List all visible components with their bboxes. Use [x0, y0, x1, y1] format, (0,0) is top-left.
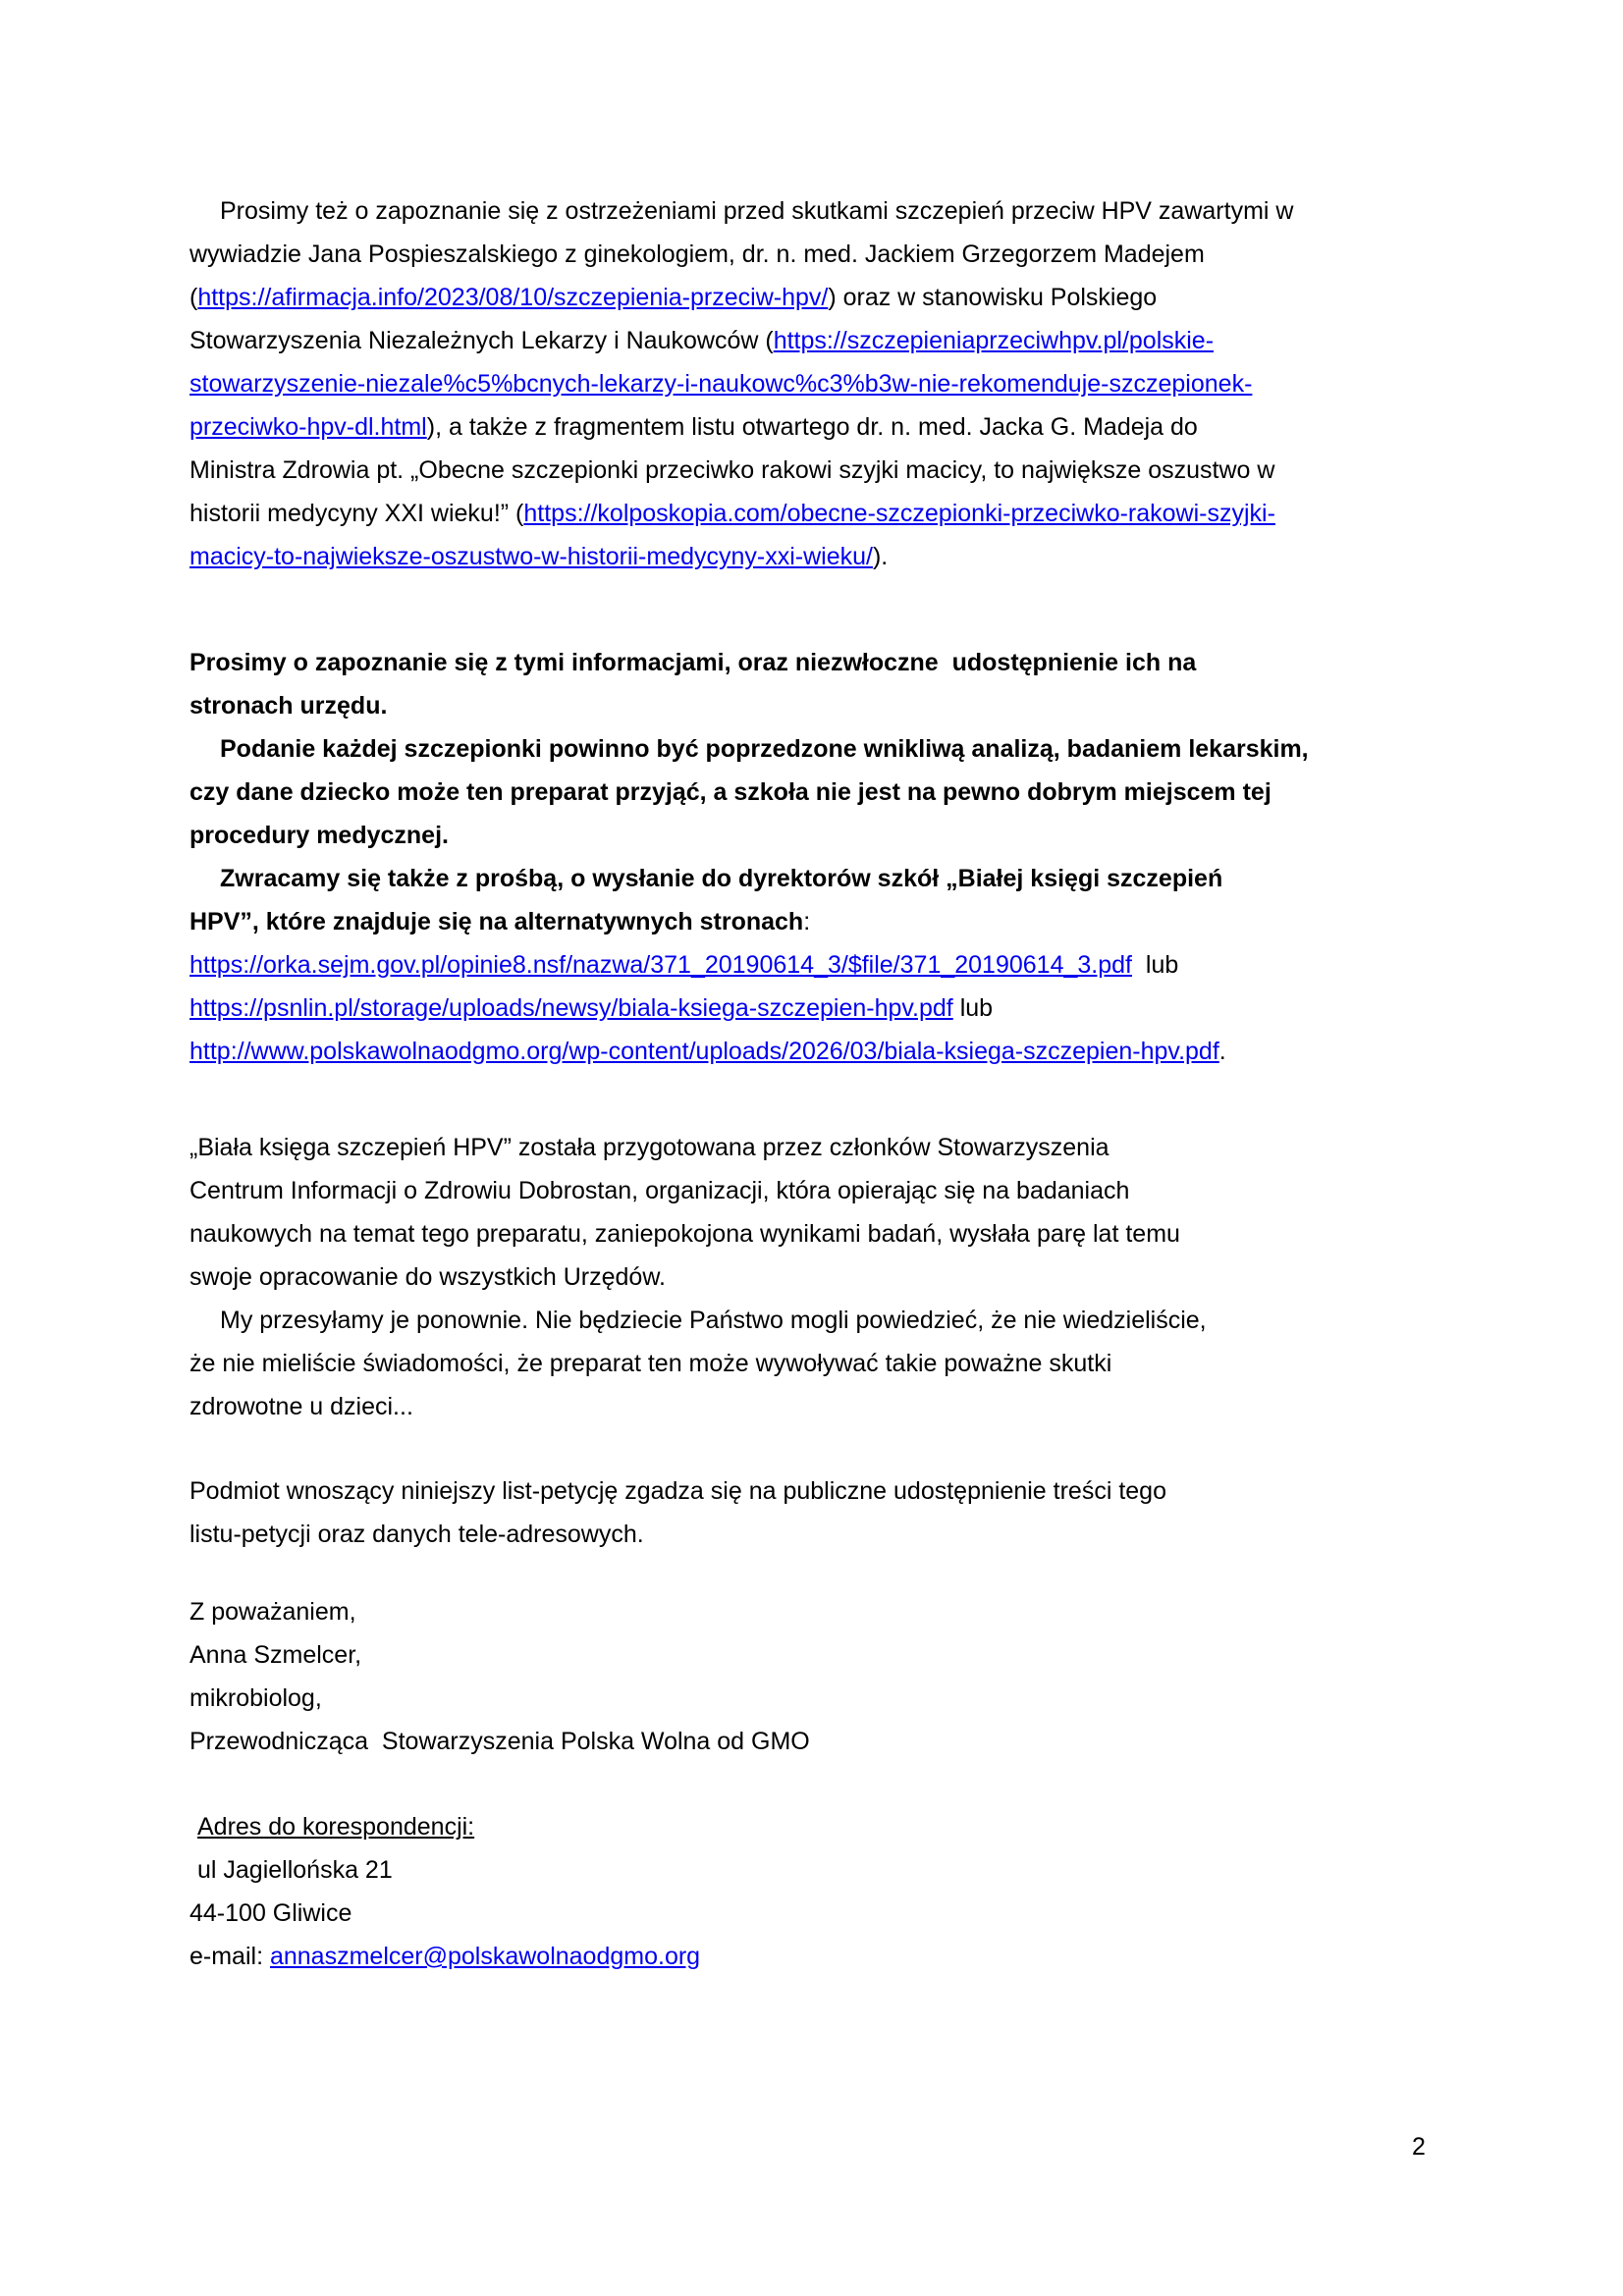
body-text: Prosimy też o zapoznanie się z ostrzeżeniami przed skutkami szczepień przeciw HPV zawartymi w — [220, 197, 1294, 225]
paragraph-alternative-links — [189, 943, 1456, 1073]
body-text: Zwracamy się także z prośbą, o wysłanie do dyrektorów szkół „Białej księgi szczepień — [220, 865, 1223, 892]
text-line — [189, 362, 1456, 405]
text-line — [189, 1469, 1456, 1513]
body-text: Podanie każdej szczepionki powinno być poprzedzone wnikliwą analizą, badaniem lekarskim, — [220, 735, 1309, 763]
body-text: ) oraz w stanowisku Polskiego — [828, 284, 1158, 311]
address-block — [189, 1805, 1456, 1978]
link-kolposkopia[interactable]: https://kolposkopia.com/obecne-szczepionki-przeciwko-rakowi-szyjki- — [523, 500, 1275, 527]
text-line — [189, 987, 1456, 1030]
link-szczepieniaprzeciwhpv[interactable]: stowarzyszenie-niezale%c5%bcnych-lekarzy-i-naukowc%c3%b3w-nie-rekomenduje-szczepionek- — [189, 370, 1253, 398]
text-line — [189, 943, 1456, 987]
page-number: 2 — [1412, 2133, 1426, 2161]
text-line — [189, 641, 1456, 684]
body-text: stronach urzędu. — [189, 692, 388, 720]
body-text: My przesyłamy je ponownie. Nie będziecie Państwo mogli powiedzieć, że nie wiedzieliście, — [220, 1307, 1207, 1334]
body-text: Ministra Zdrowia pt. „Obecne szczepionki przeciwko rakowi szyjki macicy, to największe oszustwo w — [189, 456, 1275, 484]
text-line — [189, 1030, 1456, 1073]
address-street: ul Jagiellońska 21 — [197, 1856, 393, 1884]
body-text: Prosimy o zapoznanie się z tymi informacjami, oraz niezwłoczne udostępnienie ich na — [189, 649, 1197, 676]
document-content — [189, 189, 1456, 1978]
text-line — [189, 1935, 1456, 1978]
body-text: Podmiot wnoszący niniejszy list-petycję zgadza się na publiczne udostępnienie treści tego — [189, 1477, 1166, 1505]
address-heading: Adres do korespondencji: — [197, 1813, 475, 1841]
text-line — [189, 449, 1456, 492]
text-line — [189, 771, 1456, 814]
text-line — [189, 684, 1456, 727]
signature-block — [189, 1590, 1456, 1763]
paragraph-warning — [189, 189, 1456, 578]
text-line — [189, 1805, 1456, 1848]
body-text: „Biała księga szczepień HPV” została przygotowana przez członków Stowarzyszenia — [189, 1134, 1109, 1161]
address-city: 44-100 Gliwice — [189, 1899, 352, 1927]
text-line — [189, 492, 1456, 535]
body-text: zdrowotne u dzieci... — [189, 1393, 413, 1420]
body-text: Centrum Informacji o Zdrowiu Dobrostan, organizacji, która opierając się na badaniach — [189, 1177, 1130, 1204]
signature-name: Anna Szmelcer, — [189, 1641, 362, 1669]
paragraph-consent — [189, 1469, 1456, 1556]
text-line — [189, 1342, 1456, 1385]
text-line — [189, 535, 1456, 578]
signature-profession: mikrobiolog, — [189, 1684, 322, 1712]
text-line — [189, 1126, 1456, 1169]
text-line — [189, 1513, 1456, 1556]
body-text: lub — [1132, 951, 1179, 979]
body-text: naukowych na temat tego preparatu, zaniepokojona wynikami badań, wysłała parę lat temu — [189, 1220, 1180, 1248]
text-line — [189, 1169, 1456, 1212]
link-kolposkopia[interactable]: macicy-to-najwieksze-oszustwo-w-historii-medycyny-xxi-wieku/ — [189, 543, 873, 570]
text-line — [189, 233, 1456, 276]
link-polskawolnaodgmo[interactable]: http://www.polskawolnaodgmo.org/wp-content/uploads/2026/03/biala-ksiega-szczepien-hpv.pdf — [189, 1038, 1219, 1065]
text-line — [189, 276, 1456, 319]
body-text: Stowarzyszenia Niezależnych Lekarzy i Naukowców ( — [189, 327, 774, 354]
paragraph-request-bold — [189, 641, 1456, 943]
text-line — [189, 1720, 1456, 1763]
body-text: . — [1218, 1038, 1226, 1065]
body-text: że nie mieliście świadomości, że preparat ten może wywoływać takie poważne skutki — [189, 1350, 1112, 1377]
body-text: wywiadzie Jana Pospieszalskiego z ginekologiem, dr. n. med. Jackiem Grzegorzem Madejem — [189, 240, 1205, 268]
text-line — [189, 1255, 1456, 1299]
text-line — [189, 189, 1456, 233]
body-text: ( — [189, 284, 198, 311]
body-text: historii medycyny XXI wieku!” ( — [189, 500, 524, 527]
body-text: czy dane dziecko może ten preparat przyjąć, a szkoła nie jest na pewno dobrym miejscem tej — [189, 778, 1271, 806]
text-line — [189, 727, 1456, 771]
body-text: ). — [872, 543, 889, 570]
body-text: lub — [952, 994, 994, 1022]
text-line — [189, 1677, 1456, 1720]
text-line — [189, 814, 1456, 857]
link-afirmacja[interactable]: https://afirmacja.info/2023/08/10/szczepienia-przeciw-hpv/ — [197, 284, 829, 311]
body-text: ), a także z fragmentem listu otwartego dr. n. med. Jacka G. Madeja do — [426, 413, 1198, 441]
text-line — [189, 900, 1456, 943]
text-line — [189, 1848, 1456, 1892]
link-szczepieniaprzeciwhpv[interactable]: przeciwko-hpv-dl.html — [189, 413, 427, 441]
body-text: HPV”, które znajduje się na alternatywnych stronach — [189, 908, 804, 935]
body-text: procedury medycznej. — [189, 822, 449, 849]
body-text: listu-petycji oraz danych tele-adresowych. — [189, 1521, 644, 1548]
signature-title: Przewodnicząca Stowarzyszenia Polska Wolna od GMO — [189, 1728, 810, 1755]
link-psnlin[interactable]: https://psnlin.pl/storage/uploads/newsy/biala-ksiega-szczepien-hpv.pdf — [189, 994, 953, 1022]
link-email[interactable]: annaszmelcer@polskawolnaodgmo.org — [269, 1943, 701, 1970]
text-line — [189, 1590, 1456, 1633]
text-line — [189, 1212, 1456, 1255]
link-orka-sejm[interactable]: https://orka.sejm.gov.pl/opinie8.nsf/nazwa/371_20190614_3/$file/371_20190614_3.pdf — [189, 951, 1132, 979]
text-line — [189, 857, 1456, 900]
closing-salutation: Z poważaniem, — [189, 1598, 356, 1626]
body-text: : — [803, 908, 811, 935]
text-line — [189, 405, 1456, 449]
paragraph-white-book — [189, 1126, 1456, 1428]
text-line — [189, 1299, 1456, 1342]
text-line — [189, 1385, 1456, 1428]
link-szczepieniaprzeciwhpv[interactable]: https://szczepieniaprzeciwhpv.pl/polskie- — [773, 327, 1215, 354]
body-text: swoje opracowanie do wszystkich Urzędów. — [189, 1263, 666, 1291]
text-line — [189, 1633, 1456, 1677]
text-line — [189, 1892, 1456, 1935]
email-label: e-mail: — [189, 1943, 270, 1970]
text-line — [189, 319, 1456, 362]
